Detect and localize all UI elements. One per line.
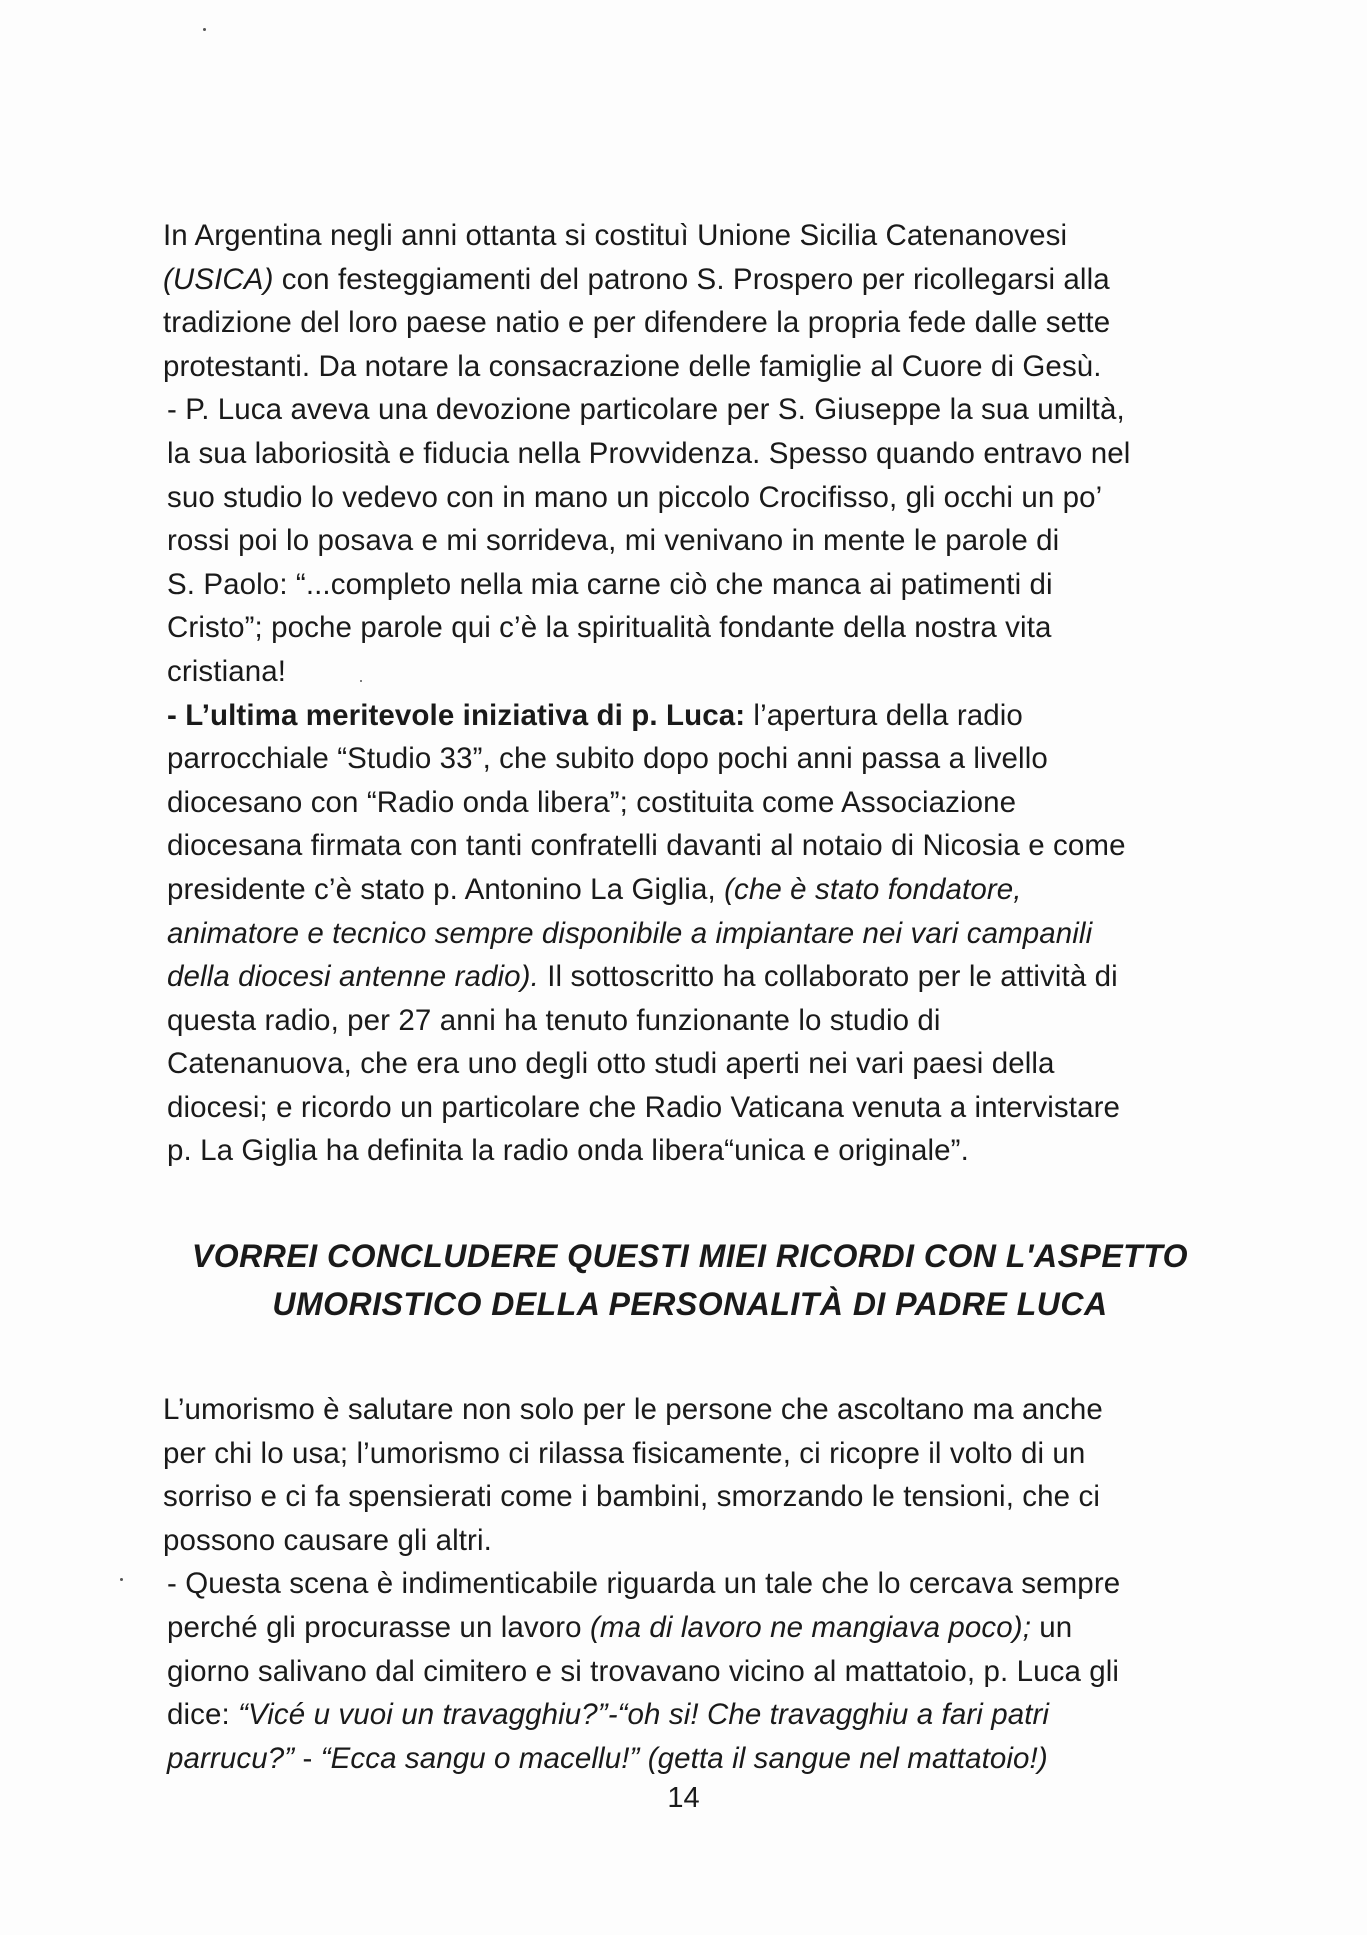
- page-number: 14: [667, 1782, 700, 1814]
- text-span: un: [1031, 1610, 1073, 1644]
- italic-span: (ma di lavoro ne mangiava poco);: [589, 1610, 1031, 1644]
- text-line: giorno salivano dal cimitero e si trovavano vicino al mattatoio, p. Luca gli: [167, 1654, 1120, 1688]
- italic-span: (che è stato fondatore,: [724, 872, 1022, 906]
- text-span: Il sottoscritto ha collaborato per le attività di: [538, 960, 1118, 994]
- text-line: questa radio, per 27 anni ha tenuto funzionante lo studio di: [167, 1003, 941, 1037]
- text-line: suo studio lo vedevo con in mano un piccolo Crocifisso, gli occhi un po’: [167, 480, 1103, 514]
- text-line: diocesi; e ricordo un particolare che Radio Vaticana venuta a intervistare: [167, 1090, 1121, 1124]
- text-line: possono causare gli altri.: [163, 1523, 492, 1557]
- text-line: [167, 1737, 1243, 1781]
- text-line: [167, 955, 1243, 999]
- paragraph-umorismo: [163, 1388, 1243, 1562]
- text-line: [167, 1693, 1243, 1737]
- italic-span: “Vicé u vuoi un travagghiu?”-“oh si! Che travagghiu a fari patri: [238, 1698, 1050, 1732]
- scan-speck: [120, 1578, 123, 1581]
- text-span: perché gli procurasse un lavoro: [167, 1610, 590, 1644]
- text-line: [167, 868, 1243, 912]
- section-heading: [150, 1232, 1230, 1328]
- text-line: tradizione del loro paese natio e per difendere la propria fede dalle sette: [163, 306, 1111, 340]
- text-line: [167, 694, 1243, 738]
- paragraph-scena: [163, 1562, 1243, 1780]
- scan-speck: [203, 28, 206, 31]
- paragraph-devozione: [163, 388, 1243, 693]
- text-line: parrocchiale “Studio 33”, che subito dopo pochi anni passa a livello: [167, 742, 1048, 776]
- italic-span: della diocesi antenne radio).: [167, 960, 539, 994]
- text-line: animatore e tecnico sempre disponibile a impiantare nei vari campanili: [167, 916, 1093, 950]
- italic-span: “Ecca sangu o macellu!” (getta il sangue nel mattatoio!): [320, 1741, 1048, 1775]
- body-text-upper: [163, 214, 1243, 1173]
- text-line: cristiana!: [167, 654, 287, 688]
- text-line: S. Paolo: “...completo nella mia carne ciò che manca ai patimenti di: [167, 567, 1053, 601]
- heading-line: UMORISTICO DELLA PERSONALITÀ DI PADRE LUCA: [272, 1286, 1108, 1322]
- paragraph-usica: [163, 214, 1243, 388]
- text-line: [167, 1606, 1243, 1650]
- text-line: diocesano con “Radio onda libera”; costituita come Associazione: [167, 785, 1017, 819]
- text-span: l’apertura della radio: [745, 698, 1023, 732]
- italic-span: parrucu?”: [167, 1741, 295, 1775]
- text-line: diocesana firmata con tanti confratelli davanti al notaio di Nicosia e come: [167, 829, 1126, 863]
- text-line: per chi lo usa; l’umorismo ci rilassa fisicamente, ci ricopre il volto di un: [163, 1436, 1086, 1470]
- text-line: p. La Giglia ha definita la radio onda libera“unica e originale”.: [167, 1134, 969, 1168]
- body-text-lower: [163, 1388, 1243, 1780]
- text-span: con festeggiamenti del patrono S. Prospero per ricollegarsi alla: [273, 262, 1110, 296]
- text-span: presidente c’è stato p. Antonino La Giglia,: [167, 872, 725, 906]
- italic-span: (USICA): [163, 262, 274, 296]
- heading-line: VORREI CONCLUDERE QUESTI MIEI RICORDI CON L'ASPETTO: [191, 1238, 1189, 1274]
- text-line: sorriso e ci fa spensierati come i bambini, smorzando le tensioni, che ci: [163, 1480, 1100, 1514]
- text-line: rossi poi lo posava e mi sorrideva, mi venivano in mente le parole di: [167, 524, 1060, 558]
- bold-span: - L’ultima meritevole iniziativa di p. Luca:: [167, 698, 746, 732]
- text-line: - P. Luca aveva una devozione particolare per S. Giuseppe la sua umiltà,: [167, 393, 1125, 427]
- text-line: [163, 258, 1243, 302]
- paragraph-radio: [163, 694, 1243, 1174]
- text-line: la sua laboriosità e fiducia nella Provvidenza. Spesso quando entravo nel: [167, 436, 1131, 470]
- text-line: - Questa scena è indimenticabile riguarda un tale che lo cercava sempre: [167, 1567, 1121, 1601]
- text-line: L’umorismo è salutare non solo per le persone che ascoltano ma anche: [163, 1393, 1103, 1426]
- text-line: protestanti. Da notare la consacrazione delle famiglie al Cuore di Gesù.: [163, 349, 1102, 383]
- text-line: Catenanuova, che era uno degli otto studi aperti nei vari paesi della: [167, 1047, 1055, 1081]
- text-span: dice:: [167, 1698, 239, 1732]
- text-line: Cristo”; poche parole qui c’è la spiritualità fondante della nostra vita: [167, 611, 1052, 645]
- text-span: -: [294, 1741, 321, 1775]
- text-line: In Argentina negli anni ottanta si costituì Unione Sicilia Catenanovesi: [163, 219, 1068, 252]
